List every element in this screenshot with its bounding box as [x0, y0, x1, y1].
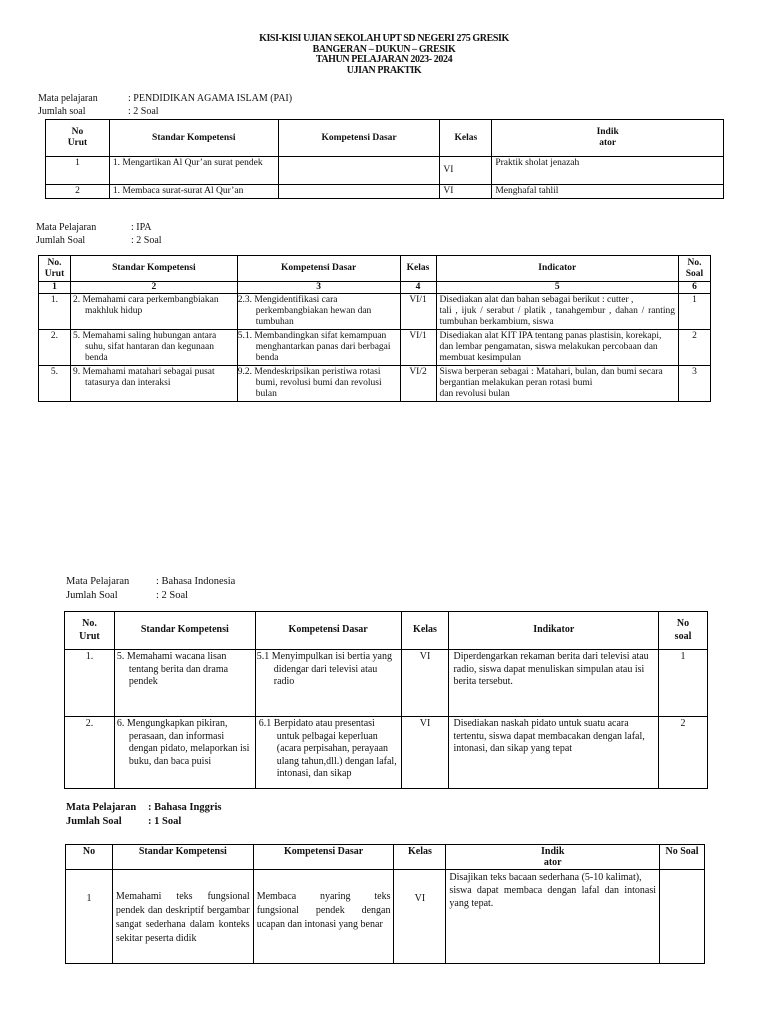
col-no-urut: No. Urut — [65, 612, 115, 650]
col-kompetensi-dasar: Kompetensi Dasar — [278, 120, 440, 157]
cell-kelas: VI — [401, 650, 449, 717]
col-kelas: Kelas — [440, 120, 492, 157]
cell-no-soal: 1 — [678, 294, 710, 330]
cell-sk: 5. Memahami wacana lisan tentang berita dan drama pendek — [114, 650, 255, 717]
bindo-mapel-value: : Bahasa Indonesia — [156, 576, 236, 587]
cell-kelas: VI — [394, 870, 446, 964]
col-standar-kompetensi: Standar Kompetensi — [109, 120, 278, 157]
col-number: 4 — [400, 282, 436, 294]
header-address: BANGERAN – DUKUN – GRESIK — [312, 43, 456, 55]
col-no-soal: No soal — [659, 612, 708, 650]
cell-kelas: VI/1 — [400, 294, 436, 330]
cell-kd: 2.3. Mengidentifikasi cara perkembangbiakan hewan dan tumbuhan — [237, 294, 400, 330]
cell-kd: 5.1 Menyimpulkan isi bertia yang didengar dari televisi atau radio — [255, 650, 401, 717]
cell-kd — [278, 185, 440, 199]
header-year: TAHUN PELAJARAN 2023- 2024 — [315, 54, 453, 65]
cell-indikator: Siswa berperan sebagai : Matahari, bulan, dan bumi secara bergantian melakukan peran rotasi bumi dan revolusi bulan — [436, 366, 678, 402]
col-kelas: Kelas — [401, 612, 449, 650]
cell-sk: 1. Mengartikan Al Qur’an surat pendek — [109, 157, 278, 185]
ipa-jumlah-value: : 2 Soal — [131, 235, 162, 246]
pai-mapel-label: Mata pelajaran — [38, 93, 98, 104]
col-no-soal: No Soal — [660, 845, 705, 870]
table-header-row — [65, 612, 708, 650]
header-school: KISI-KISI UJIAN SEKOLAH UPT SD NEGERI 275 GRESIK — [259, 33, 509, 44]
col-kompetensi-dasar: Kompetensi Dasar — [255, 612, 401, 650]
table-header-row — [39, 256, 711, 282]
bing-meta — [66, 801, 222, 829]
cell-no-soal: 2 — [678, 330, 710, 366]
bindo-mapel-label: Mata Pelajaran — [66, 576, 130, 587]
table-row — [46, 185, 724, 199]
cell-no-soal: 2 — [659, 717, 708, 789]
table-row — [66, 870, 705, 964]
cell-no: 5. — [39, 366, 71, 402]
bing-table — [65, 844, 705, 964]
col-number: 2 — [70, 282, 237, 294]
cell-kd — [278, 157, 440, 185]
cell-sk: 6. Mengungkapkan pikiran, perasaan, dan informasi dengan pidato, melaporkan isi buku, dan baca puisi — [114, 717, 255, 789]
cell-no: 1 — [46, 157, 110, 185]
col-indicator: Indicator — [436, 256, 678, 282]
col-kelas: Kelas — [400, 256, 436, 282]
cell-indikator: Disajikan teks bacaan sederhana (5-10 kalimat), siswa dapat membaca dengan lafal dan intonasi yang tepat. — [446, 870, 660, 964]
document-header — [0, 34, 768, 76]
col-kompetensi-dasar: Kompetensi Dasar — [237, 256, 400, 282]
col-standar-kompetensi: Standar Kompetensi — [114, 612, 255, 650]
cell-kelas: VI — [401, 717, 449, 789]
pai-table — [45, 119, 724, 199]
cell-kd: Membaca nyaring teks fungsional pendek dengan ucapan dan intonasi yang benar — [253, 870, 394, 964]
pai-jumlah-label: Jumlah soal — [38, 106, 86, 117]
header-exam: UJIAN PRAKTIK — [346, 64, 422, 76]
bindo-table — [64, 611, 708, 789]
pai-meta — [38, 92, 292, 118]
cell-kd-wrapper — [255, 717, 401, 789]
col-number: 6 — [678, 282, 710, 294]
cell-kelas: VI — [440, 157, 492, 185]
cell-sk: 5. Memahami saling hubungan antara suhu, sifat hantaran dan kegunaan benda — [70, 330, 237, 366]
col-no-urut: No. Urut — [39, 256, 71, 282]
cell-no: 2. — [39, 330, 71, 366]
cell-no: 1 — [66, 870, 113, 964]
table-row — [39, 294, 711, 330]
col-no-soal: No. Soal — [678, 256, 710, 282]
table-row — [46, 157, 724, 185]
table-row — [65, 650, 708, 717]
bing-mapel-label: Mata Pelajaran — [66, 802, 137, 813]
ipa-mapel-label: Mata Pelajaran — [36, 222, 97, 233]
bing-jumlah-value: : 1 Soal — [148, 816, 182, 827]
cell-sk: 9. Memahami matahari sebagai pusat tatasurya dan interaksi — [70, 366, 237, 402]
column-number-row — [39, 282, 711, 294]
cell-no: 1. — [65, 650, 115, 717]
cell-sk: 1. Membaca surat-surat Al Qur’an — [109, 185, 278, 199]
ipa-jumlah-label: Jumlah Soal — [36, 235, 86, 246]
cell-kelas: VI/1 — [400, 330, 436, 366]
cell-kelas: VI — [440, 185, 492, 199]
cell-no-soal: 3 — [678, 366, 710, 402]
col-standar-kompetensi: Standar Kompetensi — [70, 256, 237, 282]
table-header-row — [46, 120, 724, 157]
bindo-jumlah-label: Jumlah Soal — [66, 590, 118, 601]
cell-indikator: Disediakan naskah pidato untuk suatu acara tertentu, siswa dapat membacakan dengan lafal, intonasi, dan sikap yang tepat — [449, 717, 659, 789]
col-indikator: Indikator — [449, 612, 659, 650]
cell-no-soal: 1 — [659, 650, 708, 717]
bing-mapel-value: : Bahasa Inggris — [148, 802, 222, 813]
col-no-urut: No Urut — [46, 120, 110, 157]
bing-jumlah-label: Jumlah Soal — [66, 816, 122, 827]
cell-kd: 5.1. Membandingkan sifat kemampuan menghantarkan panas dari berbagai benda — [237, 330, 400, 366]
cell-no-soal — [660, 870, 705, 964]
ipa-mapel-value: : IPA — [131, 222, 152, 233]
cell-no: 2. — [65, 717, 115, 789]
cell-indikator: Disediakan alat KIT IPA tentang panas plastisin, korekapi, dan lembar pengamatan, siswa melakukan percobaan dan membuat kesimpulan — [436, 330, 678, 366]
cell-indikator: Disediakan alat dan bahan sebagai berikut : cutter , tali , ijuk / serabut / platik , tanahgembur , dahan / ranting tumbuhan berkambium, siswa — [436, 294, 678, 330]
cell-indikator: Praktik sholat jenazah — [492, 157, 724, 185]
col-kompetensi-dasar: Kompetensi Dasar — [253, 845, 394, 870]
cell-no: 1. — [39, 294, 71, 330]
col-kelas: Kelas — [394, 845, 446, 870]
cell-sk: 2. Memahami cara perkembangbiakan makhluk hidup — [70, 294, 237, 330]
col-number: 1 — [39, 282, 71, 294]
bindo-jumlah-value: : 2 Soal — [156, 590, 189, 601]
cell-indikator: Menghafal tahlil — [492, 185, 724, 199]
table-row — [65, 717, 708, 789]
col-number: 3 — [237, 282, 400, 294]
cell-kd: 6.1 Berpidato atau presentasi untuk pelbagai keperluan (acara perpisahan, perayaan ulang tahun,dll.) dengan lafal, intonasi, dan sikap — [258, 718, 397, 779]
cell-indikator: Diperdengarkan rekaman berita dari televisi atau radio, siswa dapat menuliskan simpulan atau isi berita tersebut. — [449, 650, 659, 717]
pai-mapel-value: : PENDIDIKAN AGAMA ISLAM (PAI) — [128, 93, 293, 104]
table-row — [39, 330, 711, 366]
col-indikator: Indik ator — [446, 845, 660, 870]
table-header-row — [66, 845, 705, 870]
col-standar-kompetensi: Standar Kompetensi — [112, 845, 253, 870]
col-number: 5 — [436, 282, 678, 294]
bindo-meta — [66, 575, 235, 603]
pai-jumlah-value: : 2 Soal — [128, 106, 159, 117]
ipa-meta — [36, 221, 162, 247]
col-no: No — [66, 845, 113, 870]
cell-no: 2 — [46, 185, 110, 199]
table-row — [39, 366, 711, 402]
col-indikator: Indik ator — [492, 120, 724, 157]
cell-sk: Memahami teks fungsional pendek dan deskriptif bergambar sangat sederhana dalam konteks sekitar peserta didik — [112, 870, 253, 964]
cell-kelas: VI/2 — [400, 366, 436, 402]
cell-kd: 9.2. Mendeskripsikan peristiwa rotasi bumi, revolusi bumi dan revolusi bulan — [237, 366, 400, 402]
ipa-table — [38, 255, 711, 402]
